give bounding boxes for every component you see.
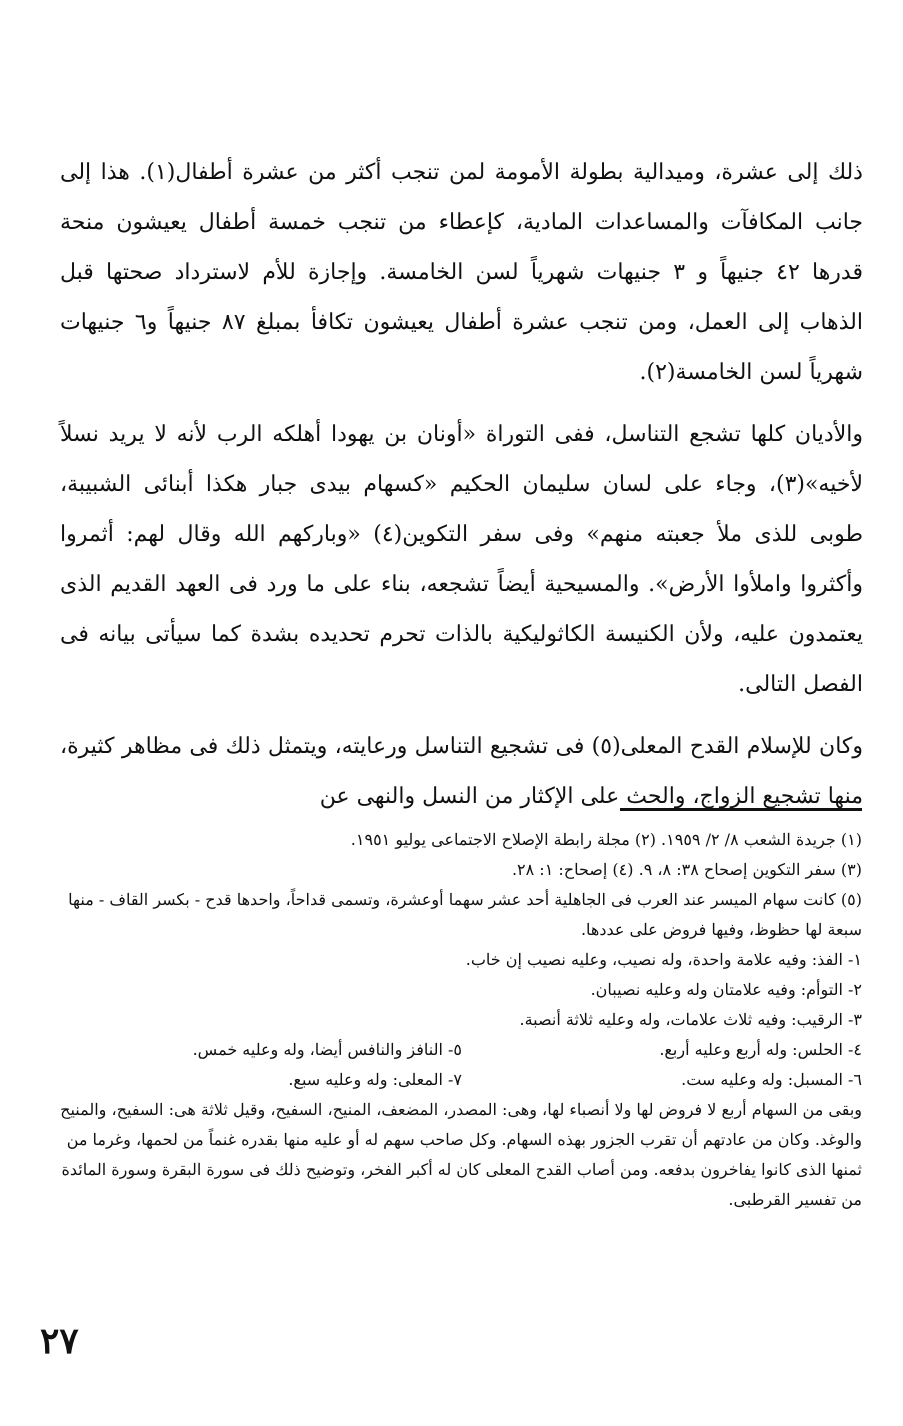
footnote-item-3: ٣- الرقيب: وفيه ثلاث علامات، وله وعليه ثلاثة أنصبة.: [519, 1010, 862, 1029]
footnote-5-rest: وبقى من السهام أربع لا فروض لها ولا أنصباء لها، وهى: المصدر، المضعف، المنيح، السفيح، وقيل ثلاثة هى: السفيح، والمنيح والوغد. وكان من عادتهم أن تقرب الجزور بهذه السهام. وكل صاحب سهم له أو عليه منها بقدره غنماً من لحمها، وغرما من ثمنها الذى كانوا يفاخرون بدفعه. ومن أصاب القدح المعلى كان له أكبر الفخر، وتوضيح ذلك فى سورة البقرة وسورة المائدة من تفسير القرطبى.: [60, 1100, 862, 1209]
footnote-item-6: ٦- المسبل: وله وعليه ست.: [681, 1070, 862, 1089]
footnote-separator: [620, 808, 862, 811]
paragraph-3: وكان للإسلام القدح المعلى(٥) فى تشجيع التناسل ورعايته، ويتمثل ذلك فى مظاهر كثيرة، منها تشجيع الزواج، والحث على الإكثار من النسل والنهى عن: [60, 734, 863, 809]
main-text: [60, 148, 863, 822]
footnote-row-6-7: [50, 1065, 862, 1095]
footnotes: [50, 825, 862, 1215]
footnote-line-1: (١) جريدة الشعب ٨/ ٢/ ١٩٥٩. (٢) مجلة رابطة الإصلاح الاجتماعى يوليو ١٩٥١.: [350, 830, 862, 849]
footnote-row-4-5: [50, 1035, 862, 1065]
paragraph-1: ذلك إلى عشرة، وميدالية بطولة الأمومة لمن تنجب أكثر من عشرة أطفال(١). هذا إلى جانب المكافآت والمساعدات المادية، كإعطاء من تنجب خمسة أطفال يعيشون منحة قدرها ٤٢ جنيهاً و ٣ جنيهات شهرياً لسن الخامسة. وإجازة للأم لاسترداد صحتها قبل الذهاب إلى العمل، ومن تنجب عشرة أطفال يعيشون تكافأ بمبلغ ٨٧ جنيهاً و٦ جنيهات شهرياً لسن الخامسة(٢).: [60, 160, 863, 385]
footnote-item-7: ٧- المعلى: وله وعليه سبع.: [288, 1070, 462, 1089]
paragraph-2: والأديان كلها تشجع التناسل، ففى التوراة «أونان بن يهودا أهلكه الرب لأنه لا يريد نسلاً لأخيه»(٣)، وجاء على لسان سليمان الحكيم «كسهام بيدى جبار هكذا أبنائى الشبيبة، طوبى للذى ملأ جعبته منهم» وفى سفر التكوين(٤) «وباركهم الله وقال لهم: أثمروا وأكثروا واملأوا الأرض». والمسيحية أيضاً تشجعه، بناء على ما ورد فى العهد القديم الذى يعتمدون عليه، ولأن الكنيسة الكاثوليكية بالذات تحرم تحديده بشدة كما سيأتى بيانه فى الفصل التالى.: [60, 422, 864, 697]
footnote-5-intro: (٥) كانت سهام الميسر عند العرب فى الجاهلية أحد عشر سهما أوعشرة، وتسمى قداحاً، واحدها قدح - بكسر القاف - منها سبعة لها حظوظ، وفيها فروض على عددها.: [68, 890, 862, 939]
footnote-item-2: ٢- التوأم: وفيه علامتان وله وعليه نصيبان.: [590, 980, 862, 999]
footnote-item-5: ٥- النافز والنافس أيضا، وله وعليه خمس.: [192, 1040, 462, 1059]
page-number: ٢٧: [40, 1320, 79, 1362]
footnote-item-1: ١- الفذ: وفيه علامة واحدة، وله نصيب، وعليه نصيب إن خاب.: [465, 950, 862, 969]
footnote-item-4: ٤- الحلس: وله أربع وعليه أربع.: [659, 1040, 862, 1059]
footnote-line-2: (٣) سفر التكوين إصحاح ٣٨: ٨، ٩. (٤) إصحاح: ١: ٢٨.: [511, 860, 862, 879]
